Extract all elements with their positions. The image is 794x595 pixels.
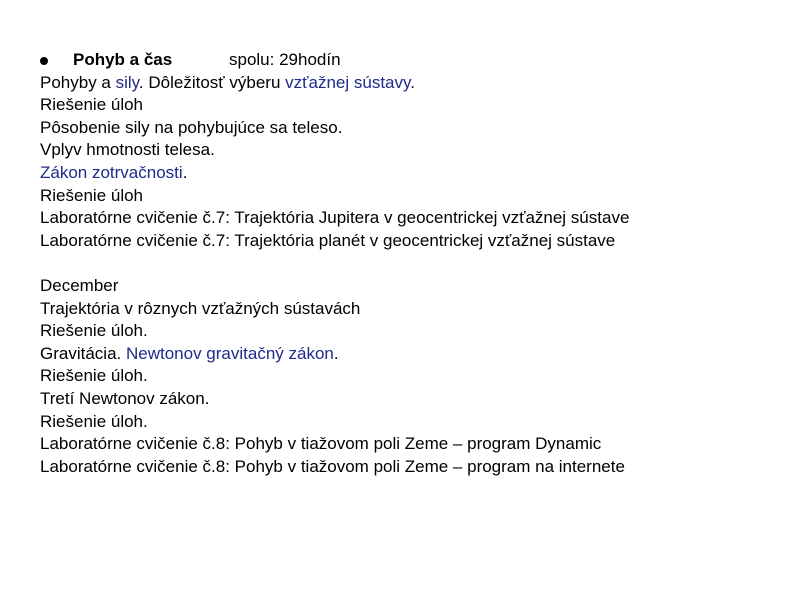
topic-line-gravitation <box>40 343 780 366</box>
topic-text: . <box>333 343 339 363</box>
topic-line-lab: Laboratórne cvičenie č.8: Pohyb v tiažovom poli Zeme – program Dynamic <box>40 434 602 454</box>
topic-line-inertia <box>40 162 780 185</box>
heading-title: Pohyb a čas <box>73 50 173 69</box>
topic-line-lab: Laboratórne cvičenie č.8: Pohyb v tiažovom poli Zeme – program na internete <box>40 456 625 476</box>
topic-text: . <box>410 72 415 92</box>
topic-line: Trajektória v rôznych vzťažných sústavách <box>40 298 361 318</box>
topic-line: Vplyv hmotnosti telesa. <box>40 140 215 160</box>
topic-line: Tretí Newtonov zákon. <box>40 388 210 408</box>
topic-line: Riešenie úloh. <box>40 366 148 386</box>
topic-line: Riešenie úloh. <box>40 321 148 341</box>
topic-text: . Dôležitosť výberu <box>138 72 286 92</box>
link-reference-frame[interactable]: vzťažnej sústavy <box>285 72 411 92</box>
spacer <box>40 252 780 275</box>
link-sily[interactable]: sily <box>115 72 139 92</box>
topic-text: Pohyby a <box>40 72 116 92</box>
topic-text: . <box>182 162 188 182</box>
topic-line-lab: Laboratórne cvičenie č.7: Trajektória Jupitera v geocentrickej vzťažnej sústave <box>40 208 630 228</box>
topic-line: Riešenie úloh <box>40 95 144 115</box>
topic-text: Gravitácia. <box>40 343 126 363</box>
link-law-of-inertia[interactable]: Zákon zotrvačnosti <box>40 162 183 182</box>
bullet-icon <box>40 57 48 65</box>
topic-line: Pôsobenie sily na pohybujúce sa teleso. <box>40 117 343 137</box>
heading-hours-total: spolu: 29hodín <box>229 50 341 69</box>
section-heading <box>40 49 780 72</box>
topic-line-lab: Laboratórne cvičenie č.7: Trajektória planét v geocentrickej vzťažnej sústave <box>40 230 616 250</box>
link-newton-gravitation-law[interactable]: Newtonov gravitačný zákon <box>125 343 334 363</box>
month-label: December <box>40 275 119 295</box>
topic-line-forces <box>40 72 780 95</box>
topic-line: Riešenie úloh. <box>40 411 148 431</box>
topic-line: Riešenie úloh <box>40 185 144 205</box>
slide-content <box>40 49 780 478</box>
